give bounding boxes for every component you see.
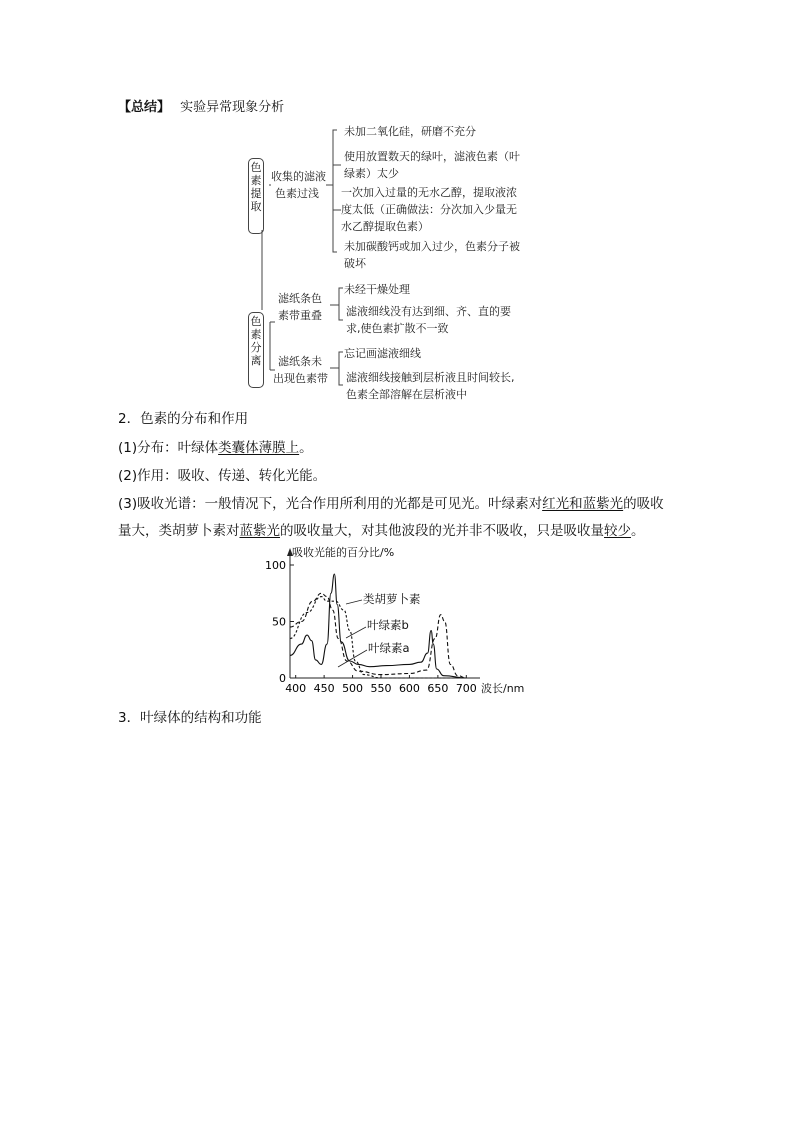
x-tick-label: 700 <box>455 682 477 695</box>
summary-title: 实验异常现象分析 <box>180 100 285 115</box>
leader-line-chlorophyll-a <box>338 650 367 667</box>
extraction-cause: 未加碳酸钙或加入过少，色素分子被 破坏 <box>344 240 520 270</box>
extraction-problem-line2: 色素过浅 <box>275 187 319 200</box>
y-tick-label: 0 <box>279 672 286 685</box>
separation-problem-no-band: 滤纸条未 出现色素带 <box>273 355 328 385</box>
series-label-carotenoid: 类胡萝卜素 <box>363 592 421 606</box>
series-label-chlorophyll-a: 叶绿素a <box>368 641 410 655</box>
leader-line-carotenoid <box>346 600 362 604</box>
x-tick-label: 600 <box>398 682 420 695</box>
answer-underline: 较少 <box>604 523 631 539</box>
answer-underline: 红光和蓝紫光 <box>542 496 624 512</box>
separation-cause: 滤液细线接触到层析液且时间较长, 色素全部溶解在层析液中 <box>346 371 515 401</box>
extraction-label-char: 提 <box>250 187 262 200</box>
extraction-label-char: 色 <box>250 161 262 174</box>
extraction-cause: 一次加入过量的无水乙醇，提取液浓 度太低（正确做法：分次加入少量无 水乙醇提取色素） <box>341 186 517 233</box>
separation-cause: 忘记画滤液细线 <box>344 347 421 360</box>
separation-cause: 滤液细线没有达到细、齐、直的要 求,使色素扩散不一致 <box>346 305 511 335</box>
answer-underline: 蓝紫光 <box>239 523 280 539</box>
paragraph-distribution: (1)分布：叶绿体类囊体薄膜上。 <box>118 440 313 456</box>
chart-xlabel: 波长/nm <box>481 682 525 695</box>
paragraph-spectrum-line1: (3)吸收光谱：一般情况下，光合作用所利用的光都是可见光。叶绿素对红光和蓝紫光的吸收 <box>118 496 664 512</box>
paragraph-spectrum-line2: 量大，类胡萝卜素对蓝紫光的吸收量大，对其他波段的光并非不吸收，只是吸收量较少。 <box>118 523 645 539</box>
leader-line-chlorophyll-b <box>346 627 366 638</box>
extraction-cause: 未加二氧化硅，研磨不充分 <box>344 125 476 138</box>
curve-chlorophyll-b <box>290 593 466 678</box>
extraction-cause: 使用放置数天的绿叶，滤液色素（叶 绿素）太少 <box>344 150 520 180</box>
x-tick-label: 400 <box>285 682 307 695</box>
x-tick-label: 650 <box>427 682 449 695</box>
x-tick-label: 550 <box>370 682 392 695</box>
x-tick-label: 450 <box>313 682 335 695</box>
chart-ylabel: 吸收光能的百分比/% <box>292 546 395 559</box>
separation-label-char: 分 <box>250 341 262 354</box>
summary-tag: 【总结】 <box>118 100 171 115</box>
extraction-label-char: 取 <box>250 200 262 213</box>
paragraph-function: (2)作用：吸收、传递、转化光能。 <box>118 468 327 484</box>
separation-label-char: 离 <box>250 354 262 367</box>
y-tick-label: 50 <box>272 615 286 629</box>
extraction-problem-line1: 收集的滤液 <box>271 170 326 183</box>
separation-cause: 未经干燥处理 <box>344 283 410 296</box>
section-heading-3: 3．叶绿体的结构和功能 <box>118 710 262 726</box>
extraction-label-char: 素 <box>250 174 262 187</box>
separation-label-char: 素 <box>250 328 262 341</box>
y-tick-label: 100 <box>265 559 286 572</box>
separation-label-char: 色 <box>250 315 262 328</box>
separation-problem-overlap: 滤纸条色 素带重叠 <box>278 292 322 322</box>
answer-underline: 类囊体薄膜上 <box>218 440 300 456</box>
x-tick-label: 500 <box>342 682 364 695</box>
series-label-chlorophyll-b: 叶绿素b <box>367 618 409 632</box>
section-heading: 2．色素的分布和作用 <box>118 411 249 427</box>
